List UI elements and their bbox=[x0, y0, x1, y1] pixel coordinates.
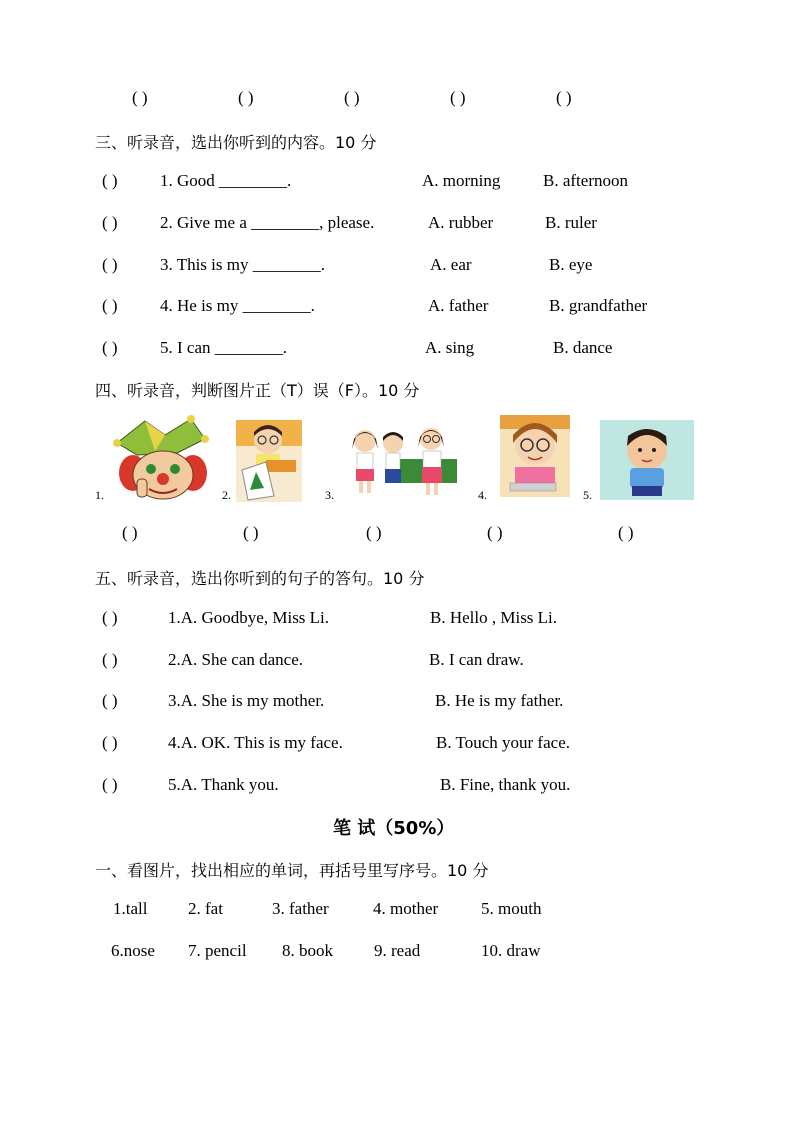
answer-paren: ( ) bbox=[102, 650, 118, 669]
option-b: B. I can draw. bbox=[429, 650, 524, 669]
picture-number: 4. bbox=[478, 488, 487, 502]
word-item: 9. read bbox=[374, 941, 421, 960]
answer-paren: ( ) bbox=[238, 88, 254, 107]
written-section-1-title: 一、看图片，找出相应的单词，再括号里写序号。10 分 bbox=[95, 861, 489, 880]
option-a: A. rubber bbox=[428, 213, 494, 232]
option-b: B. dance bbox=[553, 338, 613, 357]
option-a: 1.A. Goodbye, Miss Li. bbox=[168, 608, 330, 627]
option-a: A. father bbox=[428, 296, 489, 315]
answer-paren: ( ) bbox=[102, 691, 118, 710]
clown-picture bbox=[107, 415, 213, 503]
section-3-title: 三、听录音，选出你听到的内容。10 分 bbox=[95, 133, 377, 152]
answer-paren: ( ) bbox=[243, 523, 259, 542]
section-5-title: 五、听录音，选出你听到的句子的答句。10 分 bbox=[95, 569, 425, 588]
answer-paren: ( ) bbox=[556, 88, 572, 107]
answer-paren: ( ) bbox=[366, 523, 382, 542]
answer-paren: ( ) bbox=[132, 88, 148, 107]
option-a: A. morning bbox=[422, 171, 501, 190]
girl-glasses-picture bbox=[500, 415, 570, 497]
word-item: 6.nose bbox=[111, 941, 155, 960]
question-text: 4. He is my ________. bbox=[160, 296, 315, 315]
answer-paren: ( ) bbox=[102, 255, 118, 274]
option-b: B. afternoon bbox=[543, 171, 628, 190]
option-a: 2.A. She can dance. bbox=[168, 650, 304, 669]
answer-paren: ( ) bbox=[618, 523, 634, 542]
word-item: 7. pencil bbox=[188, 941, 247, 960]
option-a: A. ear bbox=[430, 255, 472, 274]
answer-paren: ( ) bbox=[102, 296, 118, 315]
option-b: B. eye bbox=[549, 255, 593, 274]
answer-paren: ( ) bbox=[487, 523, 503, 542]
option-a: 3.A. She is my mother. bbox=[168, 691, 325, 710]
word-item: 3. father bbox=[272, 899, 329, 918]
word-item: 1.tall bbox=[113, 899, 148, 918]
picture-number: 2. bbox=[222, 488, 231, 502]
girl-drawing-picture bbox=[236, 420, 302, 502]
word-item: 4. mother bbox=[373, 899, 439, 918]
option-a: 4.A. OK. This is my face. bbox=[168, 733, 343, 752]
word-item: 10. draw bbox=[481, 941, 541, 960]
word-item: 2. fat bbox=[188, 899, 223, 918]
answer-paren: ( ) bbox=[450, 88, 466, 107]
option-b: B. He is my father. bbox=[435, 691, 564, 710]
boy-picture bbox=[600, 420, 694, 500]
option-b: B. grandfather bbox=[549, 296, 648, 315]
option-a: A. sing bbox=[425, 338, 475, 357]
answer-paren: ( ) bbox=[102, 213, 118, 232]
section-4-title: 四、听录音，判断图片正（T）误（F）。10 分 bbox=[95, 381, 420, 400]
option-b: B. Hello , Miss Li. bbox=[430, 608, 558, 627]
picture-number: 1. bbox=[95, 488, 104, 502]
answer-paren: ( ) bbox=[102, 733, 118, 752]
answer-paren: ( ) bbox=[102, 608, 118, 627]
option-b: B. ruler bbox=[545, 213, 597, 232]
written-test-heading: 笔 试（50%） bbox=[333, 818, 455, 839]
picture-number: 5. bbox=[583, 488, 592, 502]
word-item: 8. book bbox=[282, 941, 333, 960]
answer-paren: ( ) bbox=[344, 88, 360, 107]
answer-paren: ( ) bbox=[102, 338, 118, 357]
question-text: 3. This is my ________. bbox=[160, 255, 325, 274]
word-item: 5. mouth bbox=[481, 899, 542, 918]
answer-paren: ( ) bbox=[102, 171, 118, 190]
option-b: B. Fine, thank you. bbox=[440, 775, 571, 794]
option-a: 5.A. Thank you. bbox=[168, 775, 279, 794]
picture-number: 3. bbox=[325, 488, 334, 502]
question-text: 1. Good ________. bbox=[160, 171, 292, 190]
question-text: 2. Give me a ________, please. bbox=[160, 213, 375, 232]
option-b: B. Touch your face. bbox=[436, 733, 570, 752]
answer-paren: ( ) bbox=[102, 775, 118, 794]
answer-paren: ( ) bbox=[122, 523, 138, 542]
children-picture bbox=[345, 425, 457, 497]
question-text: 5. I can ________. bbox=[160, 338, 288, 357]
